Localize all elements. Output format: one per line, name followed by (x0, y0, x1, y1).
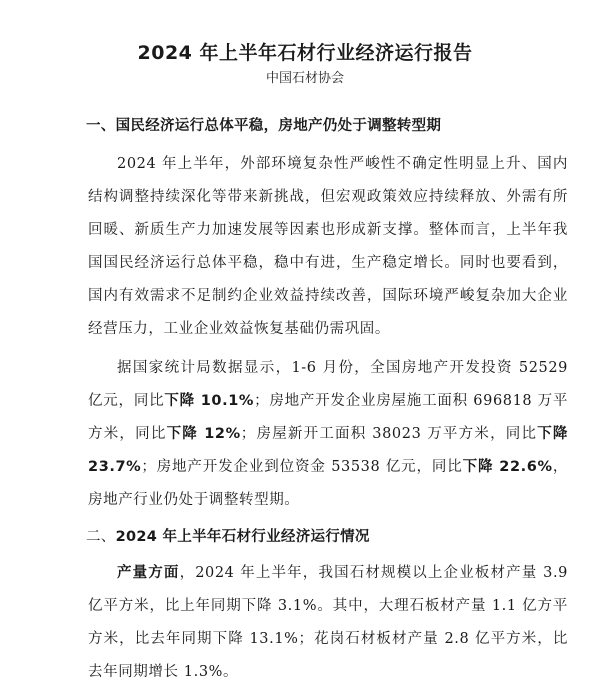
bold-figure: 下降 10.1% (164, 393, 255, 409)
section-1-heading: 一、国民经济运行总体平稳，房地产仍处于调整转型期 (86, 118, 442, 134)
section-2-paragraph-1 (88, 557, 568, 689)
bold-figure: 下降 23.7% (88, 426, 569, 475)
paragraph-text: ；房地产开发企业到位资金 53538 亿元，同比 (141, 459, 463, 475)
bold-figure: 下降 12% (166, 426, 241, 442)
paragraph-lead: 产量方面 (117, 565, 180, 581)
bold-figure: 下降 22.6% (462, 459, 553, 475)
section-1-paragraph-2 (88, 352, 568, 517)
paragraph-text: ；房屋新开工面积 38023 万平方米，同比 (240, 426, 538, 442)
section-2-title: 2024 年上半年石材行业经济运行情况 (115, 529, 370, 545)
section-1-paragraph-1: 2024 年上半年，外部环境复杂性严峻性不确定性明显上升、国内结构调整持续深化等带来新挑战，但宏观政策效应持续释放、外需有所回暖、新质生产力加速发展等因素也形成新支撑。整体而言，上半年我国国民经济运行总体平稳，稳中有进，生产稳定增长。同时也要看到，国内有效需求不足制约企业效益持续改善，国际环境严峻复杂加大企业经营压力，工业企业效益恢复基础仍需巩固。 (88, 156, 568, 337)
document-title: 2024 年上半年石材行业经济运行报告 (137, 42, 473, 64)
paragraph-text: ，房地产行业仍处于调整转型期。 (88, 459, 568, 508)
section-2-heading (86, 527, 568, 547)
document-author: 中国石材协会 (265, 71, 344, 86)
paragraph-text: ；房地产开发企业房屋施工面积 696818 万平方米，同比 (88, 393, 569, 442)
paragraph-text: ，2024 年上半年，我国石材规模以上企业板材产量 3.9 亿平方米，比上年同期下降 3.1%。其中，大理石板材产量 1.1 亿方平方米，比去年同期下降 13.1%；花岗石材板材产量 2.8 亿平方米，比去年同期增长 1.3%。 (88, 565, 568, 680)
paragraph-text: 据国家统计局数据显示，1-6 月份，全国房地产开发投资 52529 亿元，同比 (88, 360, 568, 409)
section-2-number: 二、 (86, 529, 116, 545)
